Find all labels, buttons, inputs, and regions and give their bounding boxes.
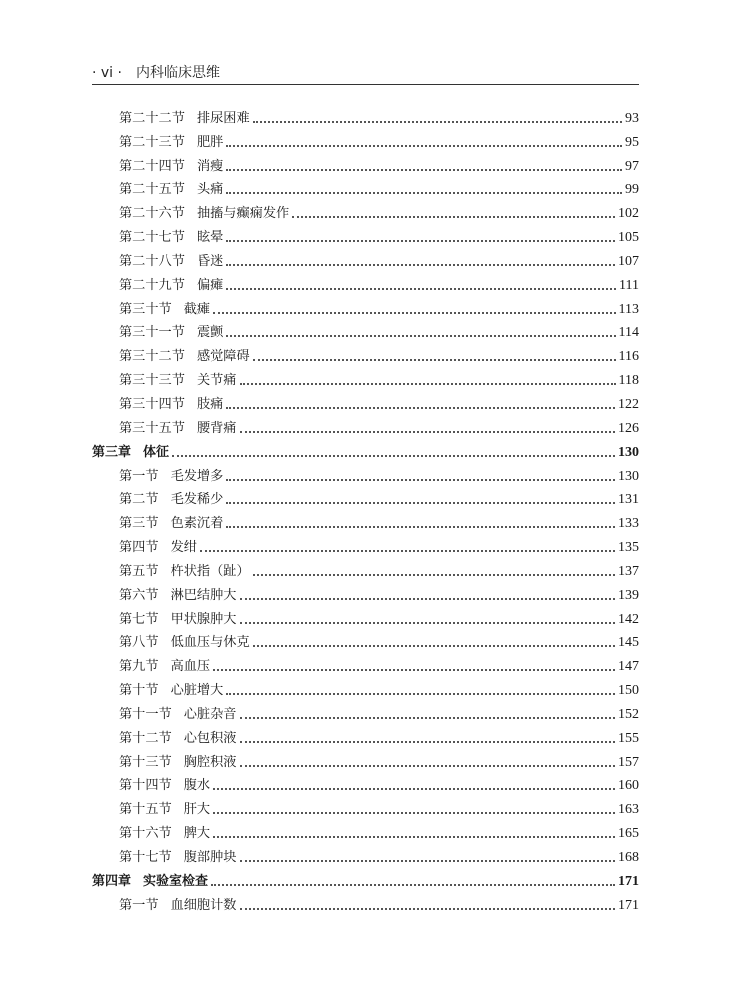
toc-entry-page: 171 (618, 873, 639, 889)
toc-entry-number: 第二十二节 (119, 110, 185, 126)
toc-section-entry (92, 247, 639, 271)
book-title: 内科临床思维 (135, 65, 220, 81)
dot-leader (253, 359, 616, 361)
dot-leader (292, 216, 615, 218)
toc-section-entry (92, 652, 639, 676)
toc-entry-page: 105 (618, 230, 639, 246)
toc-entry-page: 130 (618, 444, 639, 460)
toc-entry-title: 高血压 (170, 659, 211, 675)
table-of-contents (92, 104, 639, 915)
dot-leader (226, 145, 622, 147)
dot-leader (226, 502, 615, 504)
toc-section-entry (92, 152, 639, 176)
toc-section-entry (92, 176, 639, 200)
dot-leader (213, 836, 615, 838)
toc-entry-title: 色素沉着 (170, 516, 224, 532)
toc-entry-number: 第三章 (92, 444, 132, 460)
toc-entry-number: 第十二节 (119, 730, 172, 746)
toc-entry-number: 第七节 (119, 611, 159, 627)
toc-entry-number: 第二节 (119, 492, 159, 508)
toc-entry-title: 肝大 (183, 802, 211, 818)
dot-leader (226, 169, 622, 171)
dot-leader (226, 526, 615, 528)
dot-leader (172, 455, 615, 457)
toc-entry-number: 第九节 (119, 659, 159, 675)
toc-section-entry (92, 700, 639, 724)
dot-leader (226, 693, 615, 695)
toc-entry-page: 126 (618, 420, 639, 436)
dot-leader (226, 288, 616, 290)
toc-entry-page: 142 (618, 611, 639, 627)
toc-entry-title: 截瘫 (183, 301, 211, 317)
toc-entry-title: 甲状腺肿大 (170, 611, 237, 627)
dot-leader (240, 431, 616, 433)
toc-entry-page: 152 (618, 706, 639, 722)
dot-leader (226, 264, 615, 266)
toc-entry-page: 131 (618, 492, 639, 508)
toc-entry-number: 第十节 (119, 683, 159, 699)
toc-section-entry (92, 486, 639, 510)
toc-entry-page: 97 (625, 158, 639, 174)
toc-entry-title: 低血压与休克 (170, 635, 250, 651)
dot-leader (213, 669, 615, 671)
toc-entry-number: 第八节 (119, 635, 159, 651)
dot-leader (226, 240, 615, 242)
toc-section-entry (92, 819, 639, 843)
toc-section-entry (92, 295, 639, 319)
dot-leader (226, 479, 615, 481)
toc-entry-number: 第四节 (119, 540, 159, 556)
dot-leader (240, 598, 616, 600)
dot-leader (240, 860, 616, 862)
toc-entry-number: 第十四节 (119, 778, 172, 794)
toc-entry-title: 心包积液 (183, 730, 237, 746)
dot-leader (253, 121, 622, 123)
toc-entry-page: 113 (618, 301, 639, 317)
toc-entry-title: 腹部肿块 (183, 850, 237, 865)
toc-entry-number: 第三十四节 (119, 396, 185, 412)
toc-section-entry (92, 891, 639, 915)
toc-entry-page: 163 (618, 802, 639, 818)
toc-entry-page: 130 (618, 468, 639, 484)
toc-chapter-entry (92, 438, 639, 462)
toc-entry-page: 99 (625, 182, 639, 198)
dot-leader (226, 407, 615, 409)
dot-leader (253, 645, 615, 647)
toc-section-entry (92, 199, 639, 223)
toc-entry-number: 第二十四节 (119, 158, 185, 174)
toc-section-entry (92, 271, 639, 295)
dot-leader (240, 717, 616, 719)
toc-entry-number: 第二十七节 (119, 230, 185, 246)
toc-section-entry (92, 104, 639, 128)
toc-entry-number: 第二十六节 (119, 206, 185, 222)
dot-leader (240, 383, 616, 385)
toc-entry-page: 95 (625, 134, 639, 150)
toc-entry-number: 第十三节 (119, 754, 172, 770)
toc-entry-title: 腹水 (183, 778, 211, 794)
toc-entry-number: 第十一节 (119, 706, 172, 722)
dot-leader (240, 741, 616, 743)
toc-chapter-entry (92, 867, 639, 891)
dot-leader (240, 622, 616, 624)
toc-entry-title: 血细胞计数 (170, 897, 237, 913)
toc-entry-number: 第三十一节 (119, 325, 185, 341)
toc-entry-page: 122 (618, 396, 639, 412)
toc-entry-page: 145 (618, 635, 639, 651)
toc-section-entry (92, 557, 639, 581)
toc-section-entry (92, 342, 639, 366)
toc-section-entry (92, 319, 639, 343)
toc-entry-title: 胸腔积液 (183, 754, 237, 770)
toc-section-entry (92, 462, 639, 486)
toc-entry-title: 眩晕 (196, 230, 224, 246)
toc-entry-page: 93 (625, 110, 639, 126)
toc-section-entry (92, 772, 639, 796)
toc-entry-page: 135 (618, 540, 639, 556)
toc-entry-number: 第十六节 (119, 826, 172, 842)
toc-entry-page: 114 (618, 325, 639, 341)
toc-entry-title: 心脏增大 (170, 683, 224, 699)
toc-entry-page: 155 (618, 730, 639, 746)
toc-section-entry (92, 390, 639, 414)
running-header (92, 62, 220, 82)
toc-entry-number: 第五节 (119, 563, 159, 579)
toc-entry-title: 震颤 (196, 325, 224, 341)
toc-entry-number: 第十七节 (119, 850, 172, 865)
toc-entry-page: 107 (618, 253, 639, 269)
toc-entry-page: 116 (618, 349, 639, 365)
toc-section-entry (92, 795, 639, 819)
toc-entry-page: 150 (618, 683, 639, 699)
toc-entry-number: 第三十三节 (119, 373, 185, 389)
toc-entry-number: 第三十二节 (119, 349, 185, 365)
toc-entry-number: 第二十三节 (119, 134, 185, 150)
toc-entry-title: 肥胖 (196, 134, 224, 150)
toc-entry-page: 168 (618, 850, 639, 865)
toc-entry-title: 腰背痛 (196, 420, 237, 436)
dot-leader (200, 550, 615, 552)
toc-entry-page: 171 (618, 897, 639, 913)
toc-entry-number: 第六节 (119, 587, 159, 603)
toc-entry-title: 抽搐与癫痫发作 (196, 206, 290, 222)
toc-section-entry (92, 843, 639, 867)
toc-entry-number: 第二十五节 (119, 182, 185, 198)
toc-entry-title: 消瘦 (196, 158, 224, 174)
toc-section-entry (92, 676, 639, 700)
toc-entry-number: 第三十五节 (119, 420, 185, 436)
toc-entry-title: 毛发增多 (170, 468, 224, 484)
toc-entry-page: 118 (618, 373, 639, 389)
toc-entry-page: 160 (618, 778, 639, 794)
dot-leader (213, 788, 615, 790)
toc-entry-number: 第一节 (119, 468, 159, 484)
toc-entry-number: 第三十节 (119, 301, 172, 317)
toc-entry-page: 102 (618, 206, 639, 222)
dot-leader (213, 312, 615, 314)
toc-section-entry (92, 533, 639, 557)
dot-leader (240, 908, 616, 910)
toc-entry-title: 关节痛 (196, 373, 237, 389)
toc-section-entry (92, 414, 639, 438)
toc-entry-page: 157 (618, 754, 639, 770)
toc-entry-title: 心脏杂音 (183, 706, 237, 722)
header-rule (92, 84, 639, 85)
toc-section-entry (92, 509, 639, 533)
toc-section-entry (92, 366, 639, 390)
toc-entry-number: 第二十八节 (119, 253, 185, 269)
toc-section-entry (92, 581, 639, 605)
toc-entry-page: 111 (619, 277, 639, 293)
toc-entry-title: 脾大 (183, 826, 211, 842)
toc-entry-number: 第四章 (92, 873, 132, 889)
dot-leader (226, 192, 622, 194)
dot-leader (226, 335, 615, 337)
toc-entry-title: 体征 (143, 444, 170, 460)
toc-entry-number: 第一节 (119, 897, 159, 913)
toc-entry-title: 偏瘫 (196, 277, 224, 293)
toc-entry-page: 147 (618, 659, 639, 675)
toc-entry-title: 发绀 (170, 540, 197, 556)
toc-entry-page: 137 (618, 563, 639, 579)
toc-entry-title: 淋巴结肿大 (170, 587, 237, 603)
dot-leader (213, 812, 615, 814)
toc-entry-title: 杵状指（趾） (170, 563, 250, 579)
toc-entry-number: 第三节 (119, 516, 159, 532)
toc-entry-number: 第十五节 (119, 802, 172, 818)
toc-entry-page: 165 (618, 826, 639, 842)
toc-entry-title: 肢痛 (196, 396, 224, 412)
toc-section-entry (92, 605, 639, 629)
toc-entry-title: 昏迷 (196, 253, 224, 269)
dot-leader (253, 574, 615, 576)
dot-leader (211, 884, 615, 886)
toc-entry-page: 133 (618, 516, 639, 532)
toc-entry-title: 实验室检查 (143, 873, 209, 889)
toc-entry-title: 感觉障碍 (196, 349, 250, 365)
dot-leader (240, 765, 616, 767)
toc-section-entry (92, 629, 639, 653)
toc-section-entry (92, 724, 639, 748)
toc-section-entry (92, 223, 639, 247)
page-marker: · vi · (92, 65, 122, 81)
toc-entry-title: 头痛 (196, 182, 224, 198)
toc-entry-title: 毛发稀少 (170, 492, 224, 508)
toc-entry-title: 排尿困难 (196, 110, 250, 126)
toc-section-entry (92, 748, 639, 772)
toc-entry-number: 第二十九节 (119, 277, 185, 293)
toc-section-entry (92, 128, 639, 152)
toc-entry-page: 139 (618, 587, 639, 603)
